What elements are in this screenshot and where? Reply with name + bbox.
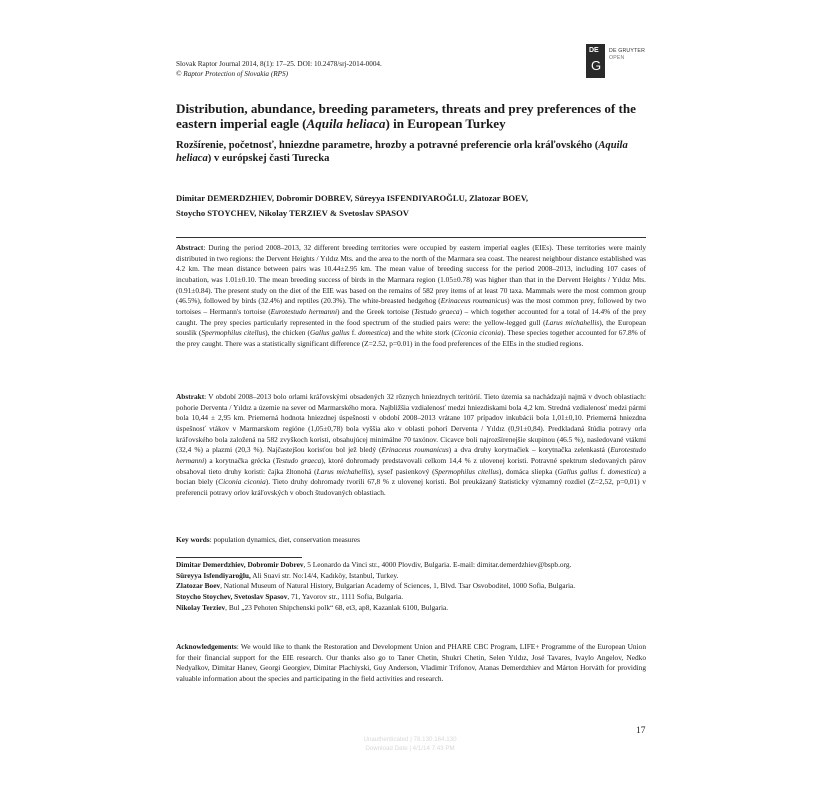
abstract-text: ), syseľ pasienkový ( bbox=[370, 466, 435, 476]
abstract-text: : During the period 2008–2013, 32 different breeding territories were occupied by eastern imperial eagles (EIEs). These territories were mainly distributed in two regions: the Dervent Heights / Yıldız Mts. and the area to the north of the Marmara sea coast. The nearest neighbour distance established was 4.2 km. The mean distance between pairs was 10.44±2.95 km. The mean value of breeding success for the period 2008–2013, including 107 cases of incubation, was 1.01±0.10. The mean breeding success of birds in the Marmara region (1.05±0.78) was higher than that in the Dervent Heights / Yıldız Mts. (0.91±0.84). The present study on the diet of the EIE was based on the remains of 582 prey items of at least 70 taxa. Mammals were the most common group (46.5%), followed by birds (32.4%) and reptiles (20.3%). The white-breasted hedgehog ( bbox=[176, 243, 646, 306]
journal-citation: Slovak Raptor Journal 2014, 8(1): 17–25. DOI: 10.2478/srj-2014-0004. bbox=[176, 60, 382, 68]
publisher-logo-mark bbox=[586, 44, 605, 78]
download-watermark bbox=[300, 736, 520, 753]
logo-mark-bottom: G bbox=[591, 58, 602, 73]
abstract-text: ), the chicken ( bbox=[265, 328, 310, 338]
species-name: Ciconia ciconia bbox=[218, 477, 266, 487]
species-name: Larus michahellis bbox=[545, 317, 600, 327]
species-name: Spermophilus citellus bbox=[434, 466, 499, 476]
species-name: domestica bbox=[607, 466, 638, 476]
abstract-sk-label: Abstrakt bbox=[176, 392, 205, 401]
species-name: domestica bbox=[358, 328, 388, 338]
species-name: Gallus gallus bbox=[309, 328, 350, 338]
species-name: Erinaceus roumanicus bbox=[381, 445, 449, 455]
publisher-sub: OPEN bbox=[609, 55, 625, 61]
watermark-line: Unauthenticated | 78.130.164.130 bbox=[363, 736, 457, 743]
species-name: Gallus gallus bbox=[557, 466, 598, 476]
logo-mark-top: DE bbox=[589, 47, 599, 54]
address-text: , Bul „23 Pehoten Shipchenski polk“ 68, et3, ap8, Kazanlak 6100, Bulgaria. bbox=[225, 602, 449, 612]
abstract-text: ), ktoré dohromady predstavovali celkom 14,4 % z ulovenej koristi. Potravné spektrum sledovaných párov obsahoval tieto druhy koristi: čajka žltonohá ( bbox=[176, 455, 647, 476]
address-names: Dimitar Demerdzhiev, Dobromir Dobrev bbox=[176, 560, 304, 569]
abstract-en-label: Abstract bbox=[176, 243, 204, 252]
abstract-text: f. bbox=[349, 328, 359, 338]
species-name: Eurotestudo hermanni bbox=[270, 306, 337, 316]
address-entry bbox=[176, 592, 646, 603]
abstract-text: ) and the Greek tortoise ( bbox=[336, 306, 415, 316]
species-name: Larus michahellis bbox=[316, 466, 371, 476]
page-number: 17 bbox=[636, 726, 646, 736]
address-entry bbox=[176, 560, 646, 571]
publisher-logo-text bbox=[609, 48, 645, 62]
title-slovak bbox=[176, 140, 646, 165]
title-sk-part: ) v európskej časti Turecka bbox=[207, 152, 330, 164]
address-entry bbox=[176, 581, 646, 592]
address-entry bbox=[176, 603, 646, 614]
acknowledgements bbox=[176, 642, 646, 685]
publisher-name: DE GRUYTER bbox=[609, 48, 646, 54]
address-text: , 5 Leonardo da Vinci str., 4000 Plovdiv, Bulgaria. E-mail: dimitar.demerdzhiev@bspb.org. bbox=[303, 560, 572, 569]
acknowledgements-text: : We would like to thank the Restoration and Development Union and PHARE CBC Program, LIFE+ Programme of the European Union for their financial support for the EIE research. Our thanks also go to Taner Chetin, Shukri Chetin, Selen Yıldız, José Tavares, Ivaylo Angelov, Nedko Nedyalkov, Dimitar Hanev, Georgi Georgiev, Dimitar Plachiyski, Guy Anderson, Vladimir Trifonov, Atanas Demerdzhiev and Márton Horváth for providing valuable information about the species and participating in the field activities and research. bbox=[176, 642, 646, 684]
address-entry bbox=[176, 571, 646, 582]
title-sk-species: Aquila heliaca bbox=[176, 140, 628, 164]
abstract-english bbox=[176, 243, 646, 350]
abstract-text: ) a dva druhy korytnačiek – korytnačka zelenkastá ( bbox=[448, 445, 611, 455]
title-sk-part: Rozšírenie, početnosť, hniezdne parametre, hrozby a potravné preferencie orla kráľovského ( bbox=[176, 140, 599, 151]
keywords-label: Key words bbox=[176, 535, 210, 544]
footnote-rule bbox=[176, 557, 302, 558]
abstract-text: ) a korytnačka grécka ( bbox=[204, 455, 276, 465]
species-name: Erinaceus roumanicus bbox=[440, 296, 508, 306]
address-text: , National Museum of Natural History, Bulgarian Academy of Sciences, 1, Blvd. Tsar Osvoboditel, 1000 Sofia, Bulgaria. bbox=[220, 581, 576, 591]
author-addresses bbox=[176, 560, 646, 614]
abstract-top-rule bbox=[176, 237, 646, 238]
address-text: Ali Suavi str. No:14/4, Kadıköy, Istanbul, Turkey. bbox=[250, 570, 399, 580]
journal-header bbox=[176, 59, 382, 79]
abstract-text: ) and the white stork ( bbox=[387, 328, 454, 338]
abstract-text: ) was the most common prey, followed by two tortoises – Hermann's tortoise ( bbox=[176, 296, 646, 316]
address-names: Süreyya Isfendiyaroğlu, bbox=[176, 570, 251, 580]
abstract-text: ). Tieto druhy dohromady tvorili 67,8 % z ulovenej koristi. Bol preukázaný štatisticky významný rozdiel (Z=2,52, p=0,01) v preferencii potravy orlov kráľovských v oboch študovaných oblastiach. bbox=[176, 477, 646, 497]
title-en-part: ) in European Turkey bbox=[385, 116, 506, 131]
title-en-part: Distribution, abundance, breeding parameters, threats and prey preferences of the eastern imperial eagle ( bbox=[176, 101, 636, 131]
abstract-text: ) a bocian biely ( bbox=[176, 466, 646, 487]
abstract-text: f. bbox=[597, 466, 608, 476]
address-names: Nikolay Terziev bbox=[176, 602, 226, 612]
species-name: Spermophilus citellus bbox=[201, 328, 266, 338]
address-names: Zlatozar Boev bbox=[176, 581, 221, 591]
author-list bbox=[176, 191, 646, 221]
abstract-text: ). These species together accounted for 67.8% of the prey caught. There was a statistically significant difference (Z=2.52, p=0.01) in the food preferences of the EIEs in the studied regions. bbox=[176, 328, 647, 348]
abstract-text: ), domáca sliepka ( bbox=[498, 466, 558, 476]
abstract-text: : V období 2008–2013 bolo orlami kráľovskými obsadených 32 rôznych hniezdnych teritórií. Tieto územia sa nachádzajú najmä v dvoch oblastiach: pohorie Derventa / Yıldız a územie na sever od Marmarského mora. Najbližšia vzdialenosť medzi hniezdiskami bola 4,2 km. Stredná vzdialenosť medzi pármi bola 10,44 ± 2,95 km. Priemerná hodnota hniezdnej úspešnosti v období 2008–2013 vrátane 107 prípadov inkubácii bola 1,01±0,10. Priemerná hniezdna úspešnosť vtákov v Marmarskom regióne (1,05±0,78) bola vyššia ako v oblasti pohorí Derventa / Yıldız (0,91±0,84). Predkladaná štúdia potravy orla kráľovského bola založená na 582 zvyškoch koristi, obsahujúcej minimálne 70 taxónov. Cicavce boli najrozšírenejšie skupinou (46.5 %), nasledované vtákmi (32,4 %) a plazmi (20,3 %). Najčastejšou korisťou bol jež bledý ( bbox=[176, 392, 646, 455]
author-line: Dimitar DEMERDZHIEV, Dobromir DOBREV, Süreyya ISFENDIYAROĞLU, Zlatozar BOEV, bbox=[176, 193, 528, 203]
author-line: Stoycho STOYCHEV, Nikolay TERZIEV & Svetoslav SPASOV bbox=[176, 208, 409, 218]
title-en-species: Aquila heliaca bbox=[306, 116, 386, 131]
keywords bbox=[176, 535, 646, 545]
abstract-slovak bbox=[176, 392, 646, 499]
species-name: Eurotestudo hermanni bbox=[176, 445, 646, 465]
acknowledgements-label: Acknowledgements bbox=[176, 642, 237, 651]
address-text: , 71, Yavorov str., 1111 Sofia, Bulgaria. bbox=[287, 592, 404, 602]
journal-copyright: © Raptor Protection of Slovakia (RPS) bbox=[176, 70, 288, 78]
title-english bbox=[176, 101, 646, 131]
species-name: Testudo graeca bbox=[414, 306, 460, 316]
address-names: Stoycho Stoychev, Svetoslav Spasov bbox=[176, 592, 288, 602]
species-name: Ciconia ciconia bbox=[453, 328, 501, 338]
abstract-text: ), the European souslik ( bbox=[176, 317, 646, 338]
species-name: Testudo graeca bbox=[275, 455, 322, 465]
keywords-text: : population dynamics, diet, conservation measures bbox=[209, 535, 360, 544]
watermark-line: Download Date | 4/1/14 7:43 PM bbox=[365, 744, 455, 752]
abstract-text: ) – which together accounted for a total of 14.4% of the prey caught. The prey species particularly represented in the food spectrum of the studied pairs were: the yellow-legged gull ( bbox=[176, 306, 646, 327]
publisher-logo bbox=[586, 44, 646, 80]
